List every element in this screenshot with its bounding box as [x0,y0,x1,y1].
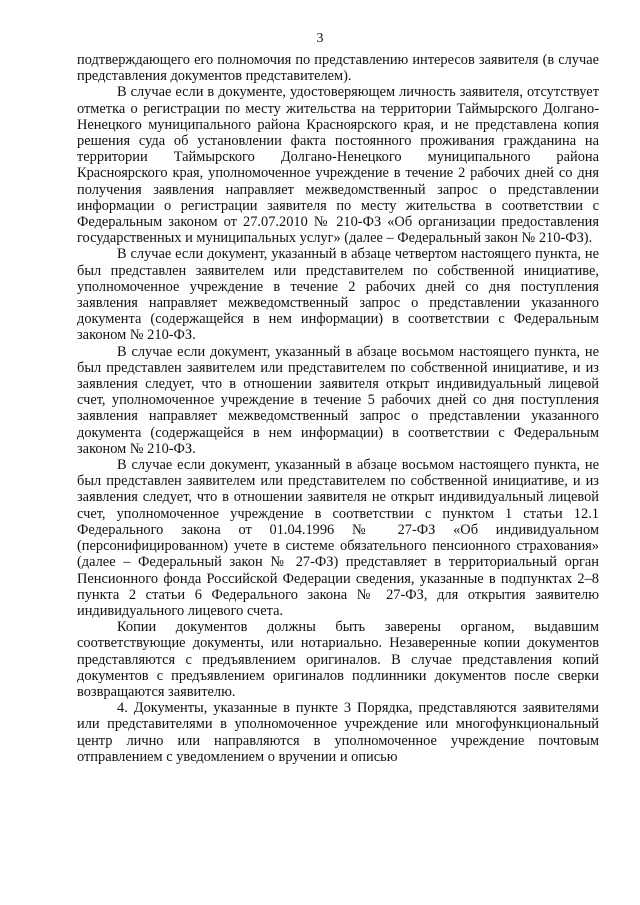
document-body [77,52,599,765]
paragraph-account-not-opened: В случае если документ, указанный в абзаце восьмом настоящего пункта, не был представлен заявителем или представителем по собственной инициативе, и из заявления следует, что в отношении заявителя не открыт индивидуальный лицевой счет, уполномоченное учреждение в соответствии с пунктом 1 статьи 12.1 Федерального закона от 01.04.1996 № 27-ФЗ «Об индивидуальном (персонифицированном) учете в системе обязательного пенсионного страхования» (далее – Федеральный закон № 27-ФЗ) представляет в территориальный орган Пенсионного фонда Российской Федерации сведения, указанные в подпунктах 2–8 пункта 2 статьи 6 Федерального закона № 27-ФЗ, для открытия заявителю индивидуального лицевого счета. [77,457,599,619]
paragraph-account-opened: В случае если документ, указанный в абзаце восьмом настоящего пункта, не был представлен заявителем или представителем по собственной инициативе, и из заявления следует, что в отношении заявителя открыт индивидуальный лицевой счет, уполномоченное учреждение в течение 5 рабочих дней со дня поступления заявления направляет межведомственный запрос о представлении указанного документа (содержащейся в нем информации) в соответствии с Федеральным законом № 210-ФЗ. [77,343,599,457]
paragraph-copies-certification: Копии документов должны быть заверены органом, выдавшим соответствующие документы, или нотариально. Незаверенные копии документов представляются с предъявлением оригиналов. В случае представления копий документов с предъявлением оригиналов подлинники документов после сверки возвращаются заявителю. [77,619,599,700]
page-number: 3 [316,31,324,46]
paragraph-document-fourth-abzac: В случае если документ, указанный в абзаце четвертом настоящего пункта, не был представлен заявителем или представителем по собственной инициативе, уполномоченное учреждение в течение 2 рабочих дней со дня поступления заявления направляет межведомственный запрос о представлении указанного документа (содержащейся в нем информации) в соответствии с Федеральным законом № 210-ФЗ. [77,246,599,344]
paragraph-continuation: подтверждающего его полномочия по представлению интересов заявителя (в случае представления документов представителем). [77,52,599,85]
paragraph-registration-request: В случае если в документе, удостоверяющем личность заявителя, отсутствует отметка о регистрации по месту жительства на территории Таймырского Долгано-Ненецкого муниципального района Красноярского края, и не представлена копия решения суда об установлении факта постоянного проживания гражданина на территории Таймырского Долгано-Ненецкого муниципального района Красноярского края, уполномоченное учреждение в течение 2 рабочих дней со дня получения заявления направляет межведомственный запрос о представлении информации о регистрации заявителя по месту жительства в соответствии с Федеральным законом от 27.07.2010 № 210-ФЗ «Об организации предоставления государственных и муниципальных услуг» (далее – Федеральный закон № 210-ФЗ). [77,84,599,247]
paragraph-item-4: 4. Документы, указанные в пункте 3 Порядка, представляются заявителями или представителями в уполномоченное учреждение или многофункциональный центр лично или направляются в уполномоченное учреждение почтовым отправлением с уведомлением о вручении и описью [77,700,599,765]
